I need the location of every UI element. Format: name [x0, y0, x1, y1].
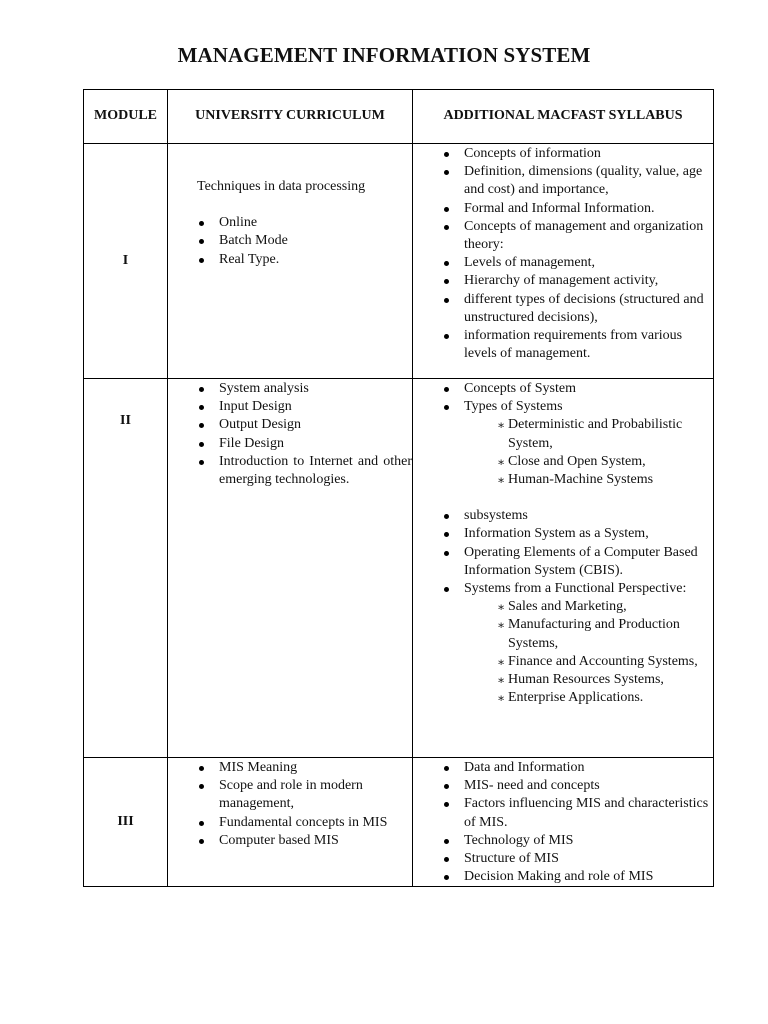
curriculum-list — [168, 759, 412, 850]
list-item: MIS Meaning — [168, 759, 412, 777]
list-item: Hierarchy of management activity, — [413, 272, 713, 290]
list-item: Decision Making and role of MIS — [413, 868, 713, 886]
syllabus-list — [413, 380, 713, 416]
list-item: subsystems — [413, 507, 713, 525]
list-item: Scope and role in modern management, — [168, 777, 412, 813]
additional-syllabus-cell — [413, 144, 714, 379]
list-item: Levels of management, — [413, 254, 713, 272]
sub-list-item: ∗ Human-Machine Systems — [413, 471, 713, 489]
module-number-label: II — [120, 413, 131, 428]
list-item: Input Design — [168, 398, 412, 416]
list-item: System analysis — [168, 380, 412, 398]
header-module: MODULE — [84, 90, 168, 144]
sub-list-item: ∗ Finance and Accounting Systems, — [413, 653, 713, 671]
university-curriculum-cell — [168, 144, 413, 379]
curriculum-list — [168, 380, 412, 489]
sub-list-item: ∗ Sales and Marketing, — [413, 598, 713, 616]
list-item: Operating Elements of a Computer Based Information System (CBIS). — [413, 544, 713, 580]
header-university-curriculum: UNIVERSITY CURRICULUM — [168, 90, 413, 144]
module-number — [84, 379, 168, 758]
syllabus-sublist — [413, 416, 713, 489]
list-item: Concepts of information — [413, 145, 713, 163]
curriculum-intro: Techniques in data processing — [197, 179, 366, 194]
list-item: Concepts of management and organization theory: — [413, 218, 713, 254]
sub-list-item: ∗ Human Resources Systems, — [413, 671, 713, 689]
list-item: Data and Information — [413, 759, 713, 777]
curriculum-list — [168, 214, 412, 269]
list-item: Definition, dimensions (quality, value, age and cost) and importance, — [413, 163, 713, 199]
list-item: Types of Systems — [413, 398, 713, 416]
university-curriculum-cell — [168, 758, 413, 887]
list-item: Computer based MIS — [168, 832, 412, 850]
sub-list-item: ∗ Enterprise Applications. — [413, 689, 713, 707]
list-item: Factors influencing MIS and characteristics of MIS. — [413, 795, 713, 831]
list-item: Online — [168, 214, 412, 232]
list-item: Introduction to Internet and other emerging technologies. — [168, 453, 412, 489]
module-number — [84, 144, 168, 379]
syllabus-list — [413, 759, 713, 886]
header-additional-syllabus: ADDITIONAL MACFAST SYLLABUS — [413, 90, 714, 144]
list-item: different types of decisions (structured and unstructured decisions), — [413, 291, 713, 327]
list-item: Concepts of System — [413, 380, 713, 398]
sub-list-item: ∗ Close and Open System, — [413, 453, 713, 471]
module-number — [84, 758, 168, 887]
syllabus-list — [413, 145, 713, 363]
module-row-2 — [84, 379, 714, 758]
syllabus-list — [413, 507, 713, 598]
list-item: Technology of MIS — [413, 832, 713, 850]
module-row-1 — [84, 144, 714, 379]
university-curriculum-cell — [168, 379, 413, 758]
list-item: Systems from a Functional Perspective: — [413, 580, 713, 598]
list-item: File Design — [168, 435, 412, 453]
header-row — [84, 90, 714, 144]
additional-syllabus-cell — [413, 758, 714, 887]
list-item: Real Type. — [168, 251, 412, 269]
list-item: Structure of MIS — [413, 850, 713, 868]
syllabus-sublist — [413, 598, 713, 707]
list-item: Fundamental concepts in MIS — [168, 814, 412, 832]
list-item: Formal and Informal Information. — [413, 200, 713, 218]
list-item: Information System as a System, — [413, 525, 713, 543]
additional-syllabus-cell — [413, 379, 714, 758]
list-item: Output Design — [168, 416, 412, 434]
module-row-3 — [84, 758, 714, 887]
module-number-label: III — [117, 814, 134, 830]
list-item: information requirements from various levels of management. — [413, 327, 713, 363]
list-item: MIS- need and concepts — [413, 777, 713, 795]
list-item: Batch Mode — [168, 232, 412, 250]
document-title: MANAGEMENT INFORMATION SYSTEM — [177, 43, 591, 67]
sub-list-item: ∗ Deterministic and Probabilistic System, — [413, 416, 713, 452]
module-number-label: I — [122, 252, 129, 268]
sub-list-item: ∗ Manufacturing and Production Systems, — [413, 616, 713, 652]
syllabus-table — [83, 89, 714, 887]
